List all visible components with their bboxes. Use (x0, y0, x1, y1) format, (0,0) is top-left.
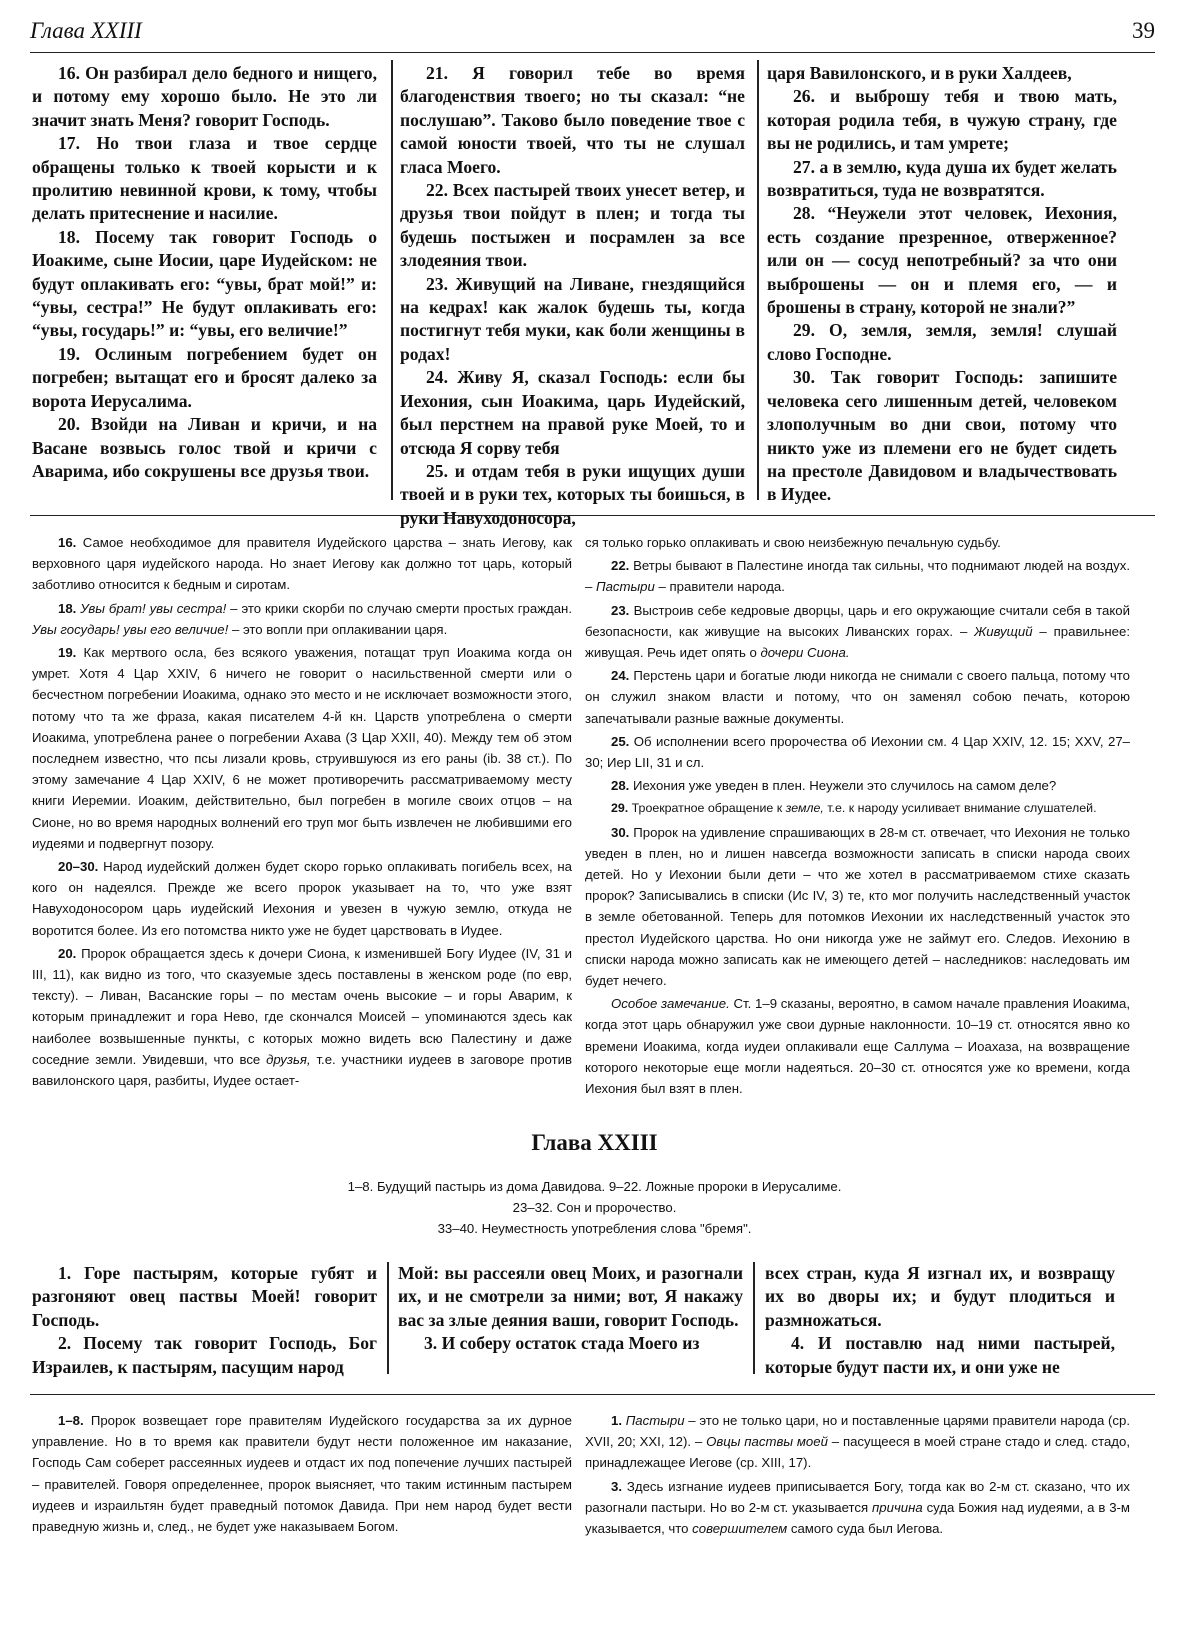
comment-verse-ref: 18. (58, 600, 77, 616)
comment-verse-ref: 22. (611, 558, 630, 574)
verse-continuation: царя Вавилонского, и в руки Халдеев, (767, 63, 1072, 83)
comment-verse-ref: 20. (58, 945, 77, 961)
verse: 23. Живущий на Ливане, гнездящийся на кедрах! как жалок будешь ты, когда постигнут тебя муки, как боли женщины в родах! (400, 273, 745, 364)
column-divider (391, 60, 393, 500)
verse: 4. И поставлю над ними пастырей, которые будут пасти их, и они уже не (765, 1333, 1115, 1377)
bible-top-col-2 (400, 62, 745, 530)
comment-paragraph: 22. Ветры бывают в Палестине иногда так сильны, что поднимают людей на воздух. – Пастыри – правители народа. (585, 558, 1130, 595)
comment-paragraph: 19. Как мертвого осла, без всякого уважения, потащат труп Иоакима когда он умрет. Хотя 4 Цар XXIV, 6 ничего не говорит о насильственной смерти или о бесчестном погребении Иоакима, однако это место и не исключает возможности этого, потому что та же фраза, какая писателем 4-й кн. Царств употреблена о смерти Иоакима, употреблена ранее о погребении Ахава (3 Цар XXII, 40). Между тем об этом последнем известно, что псы лизали кровь, струившуюся из его раны (ib. 38 ст.). По этому замечание 4 Цар XXIV, 6 не может противоречить рассматриваемому месту книги Иеремии. Иоаким, действительно, был погребен в могиле своих отцов – на Сионе, но во время народных волнений его труп мог быть извлечен не любившими его иудеями и подвергнут позору. (32, 645, 572, 851)
verse: 17. Но твои глаза и твое сердце обращены только к твоей корысти и к пролитию невинной крови, к тому, чтобы делать притеснение и насилие. (32, 133, 377, 224)
summary-line: 1–8. Будущий пастырь из дома Давидова. 9–22. Ложные пророки в Иерусалиме. (347, 1179, 842, 1194)
verse: 19. Ослиным погребением будет он погребен; вытащат его и бросят далеко за ворота Иерусалима. (32, 343, 377, 411)
comment-verse-ref: 1. (611, 1413, 622, 1428)
summary-line: 33–40. Неуместность употребления слова "бремя". (437, 1221, 752, 1236)
verse: 21. Я говорил тебе во время благоденствия твоего; но ты сказал: “не послушаю”. Таково было поведение твое с самой юности твоей, что ты не слушал гласа Моего. (400, 63, 745, 177)
commentary-top-right (585, 532, 1130, 1101)
comment-paragraph: 20–30. Народ иудейский должен будет скоро горько оплакивать погибель всех, на кого он надеялся. Прежде же всего пророк указывает на то, что уже взят Навуходоносором царь иудейский Иехония и увезен в чужую землю, откуда не воротится более. Из его потомства никто уже не будет царствовать в Иудее. (32, 859, 572, 938)
header-rule (30, 52, 1155, 53)
verse: 24. Живу Я, сказал Господь: если бы Иехония, сын Иоакима, царь Иудейский, был перстнем на правой руке Моей, то и отсюда Я сорву тебя (400, 367, 745, 458)
verse: 16. Он разбирал дело бедного и нищего, и потому ему хорошо было. Не это ли значит знать Меня? говорит Господь. (32, 63, 377, 130)
comment-paragraph: 1. Пастыри – это не только цари, но и поставленные царями правители народа (ср. XVII, 20; XXI, 12). – Овцы паствы моей – пасущееся в моей стране стадо и след. стадо, принадлежащее Иегове (ср. XIII, 17). (585, 1413, 1130, 1471)
comment-verse-ref: 25. (611, 733, 630, 749)
comment-paragraph: 25. Об исполнении всего пророчества об Иехонии см. 4 Цар XXIV, 12. 15; XXV, 27–30; Иер LII, 31 и сл. (585, 733, 1130, 771)
comment-verse-ref: 3. (611, 1478, 622, 1494)
bible-top-col-1 (32, 62, 377, 483)
bible-bottom-col-2 (398, 1262, 743, 1356)
comment-verse-ref: 16. (58, 535, 77, 550)
verse: 27. а в землю, куда душа их будет желать возвратиться, туда не возвратятся. (767, 156, 1117, 201)
bible-top-col-3 (767, 62, 1117, 507)
verse: 28. “Неужели этот человек, Иехония, есть создание презренное, отверженное? или он — сосуд непотребный? за что они выброшены — он и племя его, — и брошены в страну, которой не знали?” (767, 203, 1117, 318)
verse: 29. О, земля, земля, земля! слушай слово Господне. (767, 320, 1117, 364)
chapter-title: Глава XXIII (531, 1130, 658, 1155)
comment-paragraph: 29. Троекратное обращение к земле, т.е. к народу усиливает внимание слушателей. (611, 801, 1097, 816)
verse: 3. И соберу остаток стада Моего из (424, 1333, 700, 1354)
text-commentary-rule (30, 1394, 1155, 1395)
comment-paragraph: 28. Иехония уже уведен в плен. Неужели это случилось на самом деле? (611, 778, 1057, 794)
chapter-summary (0, 1176, 1189, 1239)
comment-paragraph: 1–8. Пророк возвещает горе правителям Иудейского государства за их дурное управление. Но в то время как правители будут нести положенное им наказание, Господь Сам соберет рассеянных иудеев и отдаст их под попечение лучших пастырей – правителей. Говоря определеннее, пророк выясняет, что таким истинным пастырем иудеев и израильтян будет праведный потомок Давида. При нем народ будет вести праведную жизнь и, след., не будет уже наказываем Богом. (32, 1413, 572, 1535)
verse: 18. Посему так говорит Господь о Иоакиме, сыне Иосии, царе Иудейском: не будут оплакивать его: “увы, брат мой!” и: “увы, сестра!” Не будут оплакивать его: “увы, государь!” и: “увы, его величие!” (32, 226, 377, 341)
verse-continuation: Мой: вы рассеяли овец Моих, и разогнали их, и не смотрели за ними; вот, Я накажу вас за злые деяния ваши, говорит Господь. (398, 1263, 743, 1330)
comment-continuation: ся только горько оплакивать и свою неизбежную печальную судьбу. (585, 535, 1001, 550)
verse: 2. Посему так говорит Господь, Бог Израилев, к пастырям, пасущим народ (32, 1333, 377, 1377)
verse: 22. Всех пастырей твоих унесет ветер, и друзья твои пойдут в плен; и тогда ты будешь постыжен и посрамлен за все злодеяния твои. (400, 180, 745, 271)
comment-verse-ref: 30. (611, 824, 630, 840)
comment-paragraph: 20. Пророк обращается здесь к дочери Сиона, к изменившей Богу Иудее (IV, 31 и III, 11), как видно из того, что сказуемые здесь поставлены в женском роде (по евр, тексту). – Ливан, Васанские горы – по местам очень высокие – и горы Аварим, к которым принадлежит и гора Нево, где скончался Моисей – упоминаются здесь как наиболее возвышенные пункты, с которых можно видеть всю Палестину и даже соседние земли. Увидевши, что все друзья, т.е. участники иудеев в заговоре против вавилонского царя, разбиты, Иудее остает- (32, 945, 573, 1089)
page-number: 39 (1132, 18, 1155, 43)
column-divider (387, 1262, 389, 1374)
text-commentary-rule (30, 515, 1155, 516)
verse: 25. и отдам тебя в руки ищущих души твоей и в руки тех, которых ты боишься, в руки Навуходоносора, (400, 460, 745, 528)
comment-paragraph: 16. Самое необходимое для правителя Иудейского царства – знать Иегову, как верховного царя иудейского народа. Но знает Иегову как должно тот царь, который заботливо относится к бедным и сиротам. (32, 535, 572, 593)
running-head-chapter: Глава XXIII (30, 18, 142, 43)
special-note-label: Особое замечание. (611, 996, 730, 1012)
comment-verse-ref: 20–30. (58, 859, 99, 875)
verse: 26. и выброшу тебя и твою мать, которая родила тебя, в чужую страну, где вы не родились, и там умрете; (767, 86, 1117, 154)
verse: 30. Так говорит Господь: запишите человека сего лишенным детей, человеком злополучным во дни свои, потому что никто уже из племени его не будет сидеть на престоле Давидовом и владычествовать в Иудее. (767, 367, 1117, 505)
verse-continuation: всех стран, куда Я изгнал их, и возвращу их во дворы их; и будут плодиться и размножаться. (765, 1263, 1115, 1330)
comment-verse-ref: 19. (58, 645, 77, 661)
column-divider (757, 60, 759, 500)
comment-paragraph: 3. Здесь изгнание иудеев приписывается Богу, тогда как во 2-м ст. сказано, что их разогнали пастыри. Но во 2-м ст. указывается причина суда Божия над иудеями, а в 3-м указывается, что совершителем самого суда был Иегова. (585, 1478, 1130, 1537)
commentary-top-left (32, 532, 572, 1093)
verse: 20. Взойди на Ливан и кричи, и на Васане возвысь голос твой и кричи с Аварима, ибо сокрушены все друзья твои. (32, 414, 377, 481)
comment-paragraph: 30. Пророк на удивление спрашивающих в 28-м ст. отвечает, что Иехония не только уведен в плен, но и лишен навсегда возможности записать в списки народа своих детей. Но у Иехонии были дети – что же хотел в рассматриваемом стихе сказать пророк? Записывались в списки (Ис IV, 3) те, кто мог получить наследственный участок в земле обетованной. Теперь для потомков Иехонии их наследственный участок это престол Иудейского царства. Но они никогда уже не займут его. Следов. Иехонию в списки народа можно записать как не имеющего детей – наследников: наследовать им будет нечего. (585, 824, 1130, 989)
comment-verse-ref: 24. (611, 668, 630, 684)
commentary-bottom-right (585, 1410, 1130, 1541)
commentary-bottom-left (32, 1410, 572, 1539)
comment-verse-ref: 28. (611, 778, 630, 794)
comment-paragraph: 24. Перстень цари и богатые люди никогда не снимали с своего пальца, потому что он служил знаком власти и потому, что он заменял собою печать, которою запечатывали разные важные документы. (585, 668, 1130, 726)
verse: 1. Горе пастырям, которые губят и разгоняют овец паствы Моей! говорит Господь. (32, 1263, 377, 1330)
running-head (30, 14, 1155, 50)
comment-paragraph: 18. Увы брат! увы сестра! – это крики скорби по случаю смерти простых граждан. Увы государь! увы его величие! – это вопли при оплакивании царя. (32, 600, 573, 637)
bible-bottom-col-3 (765, 1262, 1115, 1379)
comment-paragraph: 23. Выстроив себе кедровые дворцы, царь и его окружающие считали себя в такой безопасности, как живущие на высоких Ливанских горах. – Живущий – правильнее: живущая. Речь идет опять о дочери Сиона. (585, 602, 1130, 661)
comment-verse-ref: 23. (611, 602, 630, 618)
comment-verse-ref: 1–8. (58, 1413, 84, 1428)
comment-paragraph: Особое замечание. Ст. 1–9 сказаны, вероятно, в самом начале правления Иоакима, когда этот царь обнаружил уже свои дурные наклонности. 10–19 ст. относятся явно ко времени Иоакима, когда иудеи оплакивали еще Саллума – Иоахаза, на возвращение которого некоторые еще могли надеяться. 20–30 ст. относятся уже ко времени, когда Иехония был взят в плен. (585, 996, 1131, 1097)
bible-bottom-col-1 (32, 1262, 377, 1379)
summary-line: 23–32. Сон и пророчество. (512, 1200, 677, 1215)
column-divider (753, 1262, 755, 1374)
comment-verse-ref: 29. (611, 801, 629, 816)
